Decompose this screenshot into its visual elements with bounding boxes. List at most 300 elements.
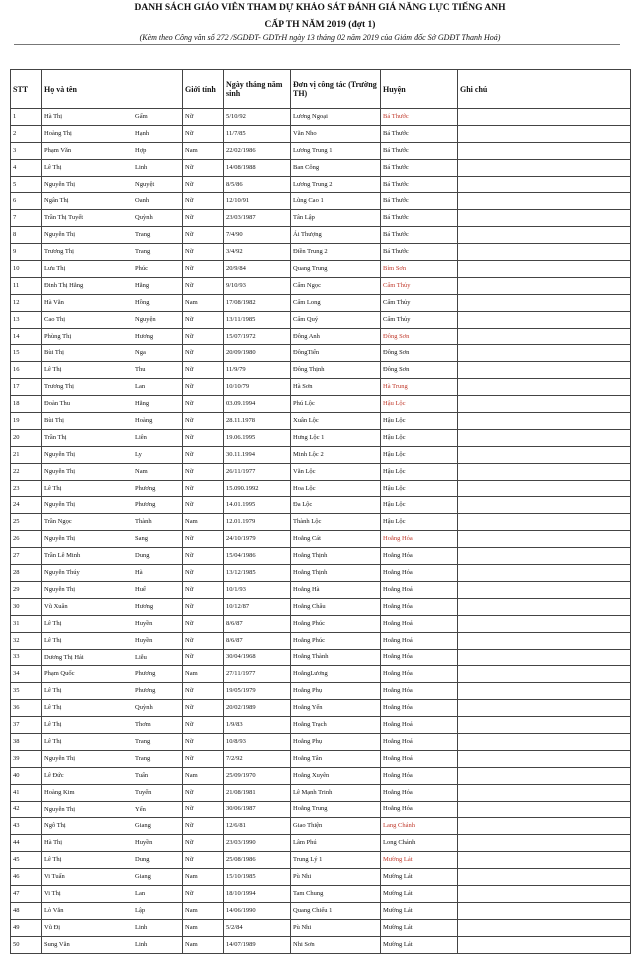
cell-name bbox=[42, 784, 183, 801]
cell-given-name: Thu bbox=[135, 366, 146, 374]
cell-gender: Nữ bbox=[183, 328, 224, 345]
cell-gender: Nữ bbox=[183, 835, 224, 852]
cell-stt: 4 bbox=[11, 159, 42, 176]
table-row bbox=[11, 277, 631, 294]
cell-name bbox=[42, 480, 183, 497]
cell-gender: Nam bbox=[183, 767, 224, 784]
cell-school: Hoằng Trung bbox=[291, 801, 381, 818]
cell-birthdate: 14.01.1995 bbox=[224, 497, 291, 514]
cell-gender: Nữ bbox=[183, 362, 224, 379]
cell-school: Hoằng Thịnh bbox=[291, 548, 381, 565]
cell-note bbox=[458, 277, 631, 294]
table-row bbox=[11, 767, 631, 784]
cell-district: Hoằng Hóa bbox=[381, 784, 458, 801]
cell-birthdate: 14/06/1990 bbox=[224, 902, 291, 919]
cell-school: Hoằng Tân bbox=[291, 750, 381, 767]
cell-school: Cẩm Quý bbox=[291, 311, 381, 328]
cell-given-name: Huyền bbox=[135, 839, 153, 847]
cell-stt: 37 bbox=[11, 717, 42, 734]
cell-gender: Nữ bbox=[183, 277, 224, 294]
table-row bbox=[11, 548, 631, 565]
cell-birthdate: 5/10/92 bbox=[224, 109, 291, 126]
cell-school: Lũng Cao 1 bbox=[291, 193, 381, 210]
cell-given-name: Dung bbox=[135, 552, 150, 560]
cell-school: Văn Lộc bbox=[291, 463, 381, 480]
cell-stt: 31 bbox=[11, 615, 42, 632]
cell-district: Bá Thước bbox=[381, 176, 458, 193]
cell-gender: Nữ bbox=[183, 193, 224, 210]
table-row bbox=[11, 919, 631, 936]
cell-birthdate: 10/8/93 bbox=[224, 733, 291, 750]
cell-school: Đa Lộc bbox=[291, 497, 381, 514]
cell-gender: Nữ bbox=[183, 244, 224, 261]
cell-district: Hoằng Hóa bbox=[381, 801, 458, 818]
cell-family-name: Lê Thị bbox=[44, 619, 62, 627]
cell-name bbox=[42, 750, 183, 767]
cell-family-name: Ngô Thị bbox=[44, 822, 66, 830]
cell-school: ĐôngTiến bbox=[291, 345, 381, 362]
cell-gender: Nữ bbox=[183, 717, 224, 734]
cell-given-name: Ly bbox=[135, 450, 142, 458]
cell-family-name: Lê Thị bbox=[44, 636, 62, 644]
cell-district: Hoằng Hóa bbox=[381, 767, 458, 784]
cell-note bbox=[458, 193, 631, 210]
cell-school: Cẩm Long bbox=[291, 294, 381, 311]
cell-school: Giao Thiện bbox=[291, 818, 381, 835]
cell-stt: 8 bbox=[11, 227, 42, 244]
table-row bbox=[11, 210, 631, 227]
cell-stt: 40 bbox=[11, 767, 42, 784]
table-row bbox=[11, 565, 631, 582]
cell-birthdate: 25/08/1986 bbox=[224, 852, 291, 869]
cell-district: Bá Thước bbox=[381, 125, 458, 142]
cell-gender: Nữ bbox=[183, 413, 224, 430]
cell-name bbox=[42, 852, 183, 869]
cell-family-name: Trương Thị bbox=[44, 248, 74, 256]
cell-name bbox=[42, 514, 183, 531]
cell-given-name: Yến bbox=[135, 805, 146, 813]
cell-birthdate: 22/02/1986 bbox=[224, 142, 291, 159]
cell-given-name: Lan bbox=[135, 383, 146, 391]
cell-name bbox=[42, 835, 183, 852]
cell-gender: Nam bbox=[183, 869, 224, 886]
cell-gender: Nữ bbox=[183, 852, 224, 869]
cell-gender: Nữ bbox=[183, 565, 224, 582]
cell-note bbox=[458, 767, 631, 784]
cell-birthdate: 3/4/92 bbox=[224, 244, 291, 261]
cell-stt: 24 bbox=[11, 497, 42, 514]
cell-note bbox=[458, 919, 631, 936]
cell-name bbox=[42, 767, 183, 784]
cell-district: Hậu Lộc bbox=[381, 446, 458, 463]
cell-birthdate: 8/6/87 bbox=[224, 632, 291, 649]
cell-family-name: Lò Văn bbox=[44, 906, 64, 914]
cell-gender: Nam bbox=[183, 919, 224, 936]
table-row bbox=[11, 615, 631, 632]
cell-given-name: Hằng bbox=[135, 400, 150, 408]
cell-stt: 7 bbox=[11, 210, 42, 227]
cell-birthdate: 30/06/1987 bbox=[224, 801, 291, 818]
cell-given-name: Gấm bbox=[135, 113, 148, 120]
table-row bbox=[11, 649, 631, 666]
cell-birthdate: 26/11/1977 bbox=[224, 463, 291, 480]
cell-family-name: Lê Thị bbox=[44, 484, 62, 492]
cell-birthdate: 8/6/87 bbox=[224, 615, 291, 632]
cell-school: Đông Anh bbox=[291, 328, 381, 345]
cell-stt: 18 bbox=[11, 396, 42, 413]
table-row bbox=[11, 429, 631, 446]
cell-gender: Nữ bbox=[183, 649, 224, 666]
col-header-stt: STT bbox=[11, 70, 42, 109]
cell-district: Mường Lát bbox=[381, 852, 458, 869]
cell-stt: 16 bbox=[11, 362, 42, 379]
cell-given-name: Tuyến bbox=[135, 788, 152, 796]
cell-gender: Nam bbox=[183, 666, 224, 683]
cell-gender: Nam bbox=[183, 294, 224, 311]
cell-gender: Nữ bbox=[183, 750, 224, 767]
cell-note bbox=[458, 311, 631, 328]
cell-family-name: Nguyễn Thị bbox=[44, 450, 76, 458]
cell-gender: Nữ bbox=[183, 801, 224, 818]
table-row bbox=[11, 885, 631, 902]
cell-stt: 10 bbox=[11, 261, 42, 278]
cell-name bbox=[42, 801, 183, 818]
cell-district: Hoằng Hoá bbox=[381, 632, 458, 649]
cell-birthdate: 19/05/1979 bbox=[224, 683, 291, 700]
cell-family-name: Lê Thị bbox=[44, 737, 62, 745]
cell-stt: 46 bbox=[11, 869, 42, 886]
cell-district: Hậu Lộc bbox=[381, 413, 458, 430]
col-header-birthdate: Ngày tháng năm sinh bbox=[224, 70, 291, 109]
table-row bbox=[11, 244, 631, 261]
cell-birthdate: 13/12/1985 bbox=[224, 565, 291, 582]
cell-stt: 49 bbox=[11, 919, 42, 936]
cell-name bbox=[42, 446, 183, 463]
cell-birthdate: 15/10/1985 bbox=[224, 869, 291, 886]
cell-stt: 44 bbox=[11, 835, 42, 852]
cell-name bbox=[42, 142, 183, 159]
cell-gender: Nữ bbox=[183, 700, 224, 717]
cell-stt: 20 bbox=[11, 429, 42, 446]
cell-birthdate: 23/03/1990 bbox=[224, 835, 291, 852]
cell-given-name: Liễu bbox=[135, 653, 147, 661]
cell-gender: Nữ bbox=[183, 548, 224, 565]
table-row bbox=[11, 413, 631, 430]
table-row bbox=[11, 159, 631, 176]
cell-gender: Nữ bbox=[183, 176, 224, 193]
cell-note bbox=[458, 784, 631, 801]
cell-school: Cẩm Ngọc bbox=[291, 277, 381, 294]
cell-note bbox=[458, 227, 631, 244]
cell-school: Tân Lập bbox=[291, 210, 381, 227]
cell-district: Bá Thước bbox=[381, 193, 458, 210]
cell-note bbox=[458, 683, 631, 700]
cell-gender: Nữ bbox=[183, 784, 224, 801]
cell-stt: 26 bbox=[11, 531, 42, 548]
cell-family-name: Ngân Thị bbox=[44, 197, 69, 205]
cell-given-name: Phương bbox=[135, 670, 156, 678]
cell-district: Đông Sơn bbox=[381, 345, 458, 362]
cell-stt: 35 bbox=[11, 683, 42, 700]
cell-gender: Nữ bbox=[183, 446, 224, 463]
cell-given-name: Huyền bbox=[135, 619, 153, 627]
cell-district: Hậu Lộc bbox=[381, 396, 458, 413]
cell-family-name: Trần Ngọc bbox=[44, 518, 72, 526]
table-row bbox=[11, 379, 631, 396]
cell-stt: 13 bbox=[11, 311, 42, 328]
cell-stt: 28 bbox=[11, 565, 42, 582]
cell-note bbox=[458, 446, 631, 463]
cell-name bbox=[42, 159, 183, 176]
cell-district: Hoằng Hóa bbox=[381, 683, 458, 700]
cell-given-name: Hằng bbox=[135, 281, 150, 289]
cell-family-name: Trần Thị Tuyết bbox=[44, 214, 84, 222]
cell-note bbox=[458, 649, 631, 666]
cell-given-name: Tuấn bbox=[135, 771, 149, 779]
cell-given-name: Quỳnh bbox=[135, 704, 153, 712]
cell-given-name: Dung bbox=[135, 856, 150, 864]
cell-note bbox=[458, 345, 631, 362]
cell-birthdate: 18/10/1994 bbox=[224, 885, 291, 902]
cell-stt: 42 bbox=[11, 801, 42, 818]
cell-school: Lâm Phú bbox=[291, 835, 381, 852]
cell-given-name: Trang bbox=[135, 737, 151, 745]
cell-given-name: Hương bbox=[135, 332, 154, 340]
cell-given-name: Trang bbox=[135, 754, 151, 762]
cell-family-name: Trương Thị bbox=[44, 383, 74, 391]
cell-school: Quang Chiểu 1 bbox=[291, 902, 381, 919]
table-row bbox=[11, 142, 631, 159]
cell-gender: Nữ bbox=[183, 463, 224, 480]
cell-family-name: Nguyễn Thị bbox=[44, 180, 76, 188]
cell-name bbox=[42, 885, 183, 902]
cell-school: Lương Ngoại bbox=[291, 109, 381, 126]
cell-family-name: Đoàn Thu bbox=[44, 400, 71, 408]
table-row bbox=[11, 396, 631, 413]
cell-district: Bá Thước bbox=[381, 227, 458, 244]
cell-school: Quang Trung bbox=[291, 261, 381, 278]
cell-gender: Nữ bbox=[183, 598, 224, 615]
cell-stt: 50 bbox=[11, 936, 42, 953]
cell-school: Ái Thượng bbox=[291, 227, 381, 244]
cell-birthdate: 7/2/92 bbox=[224, 750, 291, 767]
cell-gender: Nữ bbox=[183, 632, 224, 649]
cell-stt: 17 bbox=[11, 379, 42, 396]
cell-school: Trung Lý 1 bbox=[291, 852, 381, 869]
cell-name bbox=[42, 548, 183, 565]
cell-stt: 5 bbox=[11, 176, 42, 193]
table-row bbox=[11, 311, 631, 328]
cell-birthdate: 27/11/1977 bbox=[224, 666, 291, 683]
cell-stt: 39 bbox=[11, 750, 42, 767]
cell-name bbox=[42, 717, 183, 734]
cell-birthdate: 10/10/79 bbox=[224, 379, 291, 396]
cell-family-name: Hà Văn bbox=[44, 298, 64, 306]
cell-stt: 48 bbox=[11, 902, 42, 919]
cell-name bbox=[42, 632, 183, 649]
col-header-name: Họ và tên bbox=[42, 70, 183, 109]
cell-school: HoằngLương bbox=[291, 666, 381, 683]
cell-stt: 19 bbox=[11, 413, 42, 430]
cell-school: Hoằng Phúc bbox=[291, 632, 381, 649]
col-header-gender: Giới tính bbox=[183, 70, 224, 109]
cell-family-name: Bùi Thị bbox=[44, 349, 64, 357]
cell-given-name: Hà bbox=[135, 569, 143, 577]
cell-gender: Nữ bbox=[183, 581, 224, 598]
cell-given-name: Nguyện bbox=[135, 315, 156, 323]
table-row bbox=[11, 902, 631, 919]
cell-birthdate: 11/9/79 bbox=[224, 362, 291, 379]
cell-family-name: Hà Thị bbox=[44, 113, 63, 120]
cell-name bbox=[42, 565, 183, 582]
table-row bbox=[11, 683, 631, 700]
cell-district: Đông Sơn bbox=[381, 328, 458, 345]
cell-birthdate: 7/4/90 bbox=[224, 227, 291, 244]
cell-district: Hậu Lộc bbox=[381, 480, 458, 497]
cell-family-name: Vũ Xuân bbox=[44, 602, 68, 610]
cell-school: Pù Nhi bbox=[291, 869, 381, 886]
cell-given-name: Oanh bbox=[135, 197, 150, 205]
cell-given-name: Thành bbox=[135, 518, 152, 526]
cell-family-name: Lê Đức bbox=[44, 771, 64, 779]
table-row bbox=[11, 261, 631, 278]
cell-note bbox=[458, 294, 631, 311]
cell-school: Hoằng Thịnh bbox=[291, 565, 381, 582]
cell-school: Hoằng Cát bbox=[291, 531, 381, 548]
cell-birthdate: 11/7/85 bbox=[224, 125, 291, 142]
table-row bbox=[11, 818, 631, 835]
teacher-list-table bbox=[10, 69, 631, 954]
cell-district: Bá Thước bbox=[381, 210, 458, 227]
cell-given-name: Thơm bbox=[135, 721, 151, 729]
cell-family-name: Lê Thị bbox=[44, 856, 62, 864]
cell-birthdate: 10/1/93 bbox=[224, 581, 291, 598]
cell-gender: Nữ bbox=[183, 109, 224, 126]
cell-district: Hoằng Hóa bbox=[381, 666, 458, 683]
cell-name bbox=[42, 227, 183, 244]
table-row bbox=[11, 193, 631, 210]
cell-district: Long Chánh bbox=[381, 835, 458, 852]
cell-school: Hoằng Phúc bbox=[291, 615, 381, 632]
cell-name bbox=[42, 193, 183, 210]
cell-name bbox=[42, 733, 183, 750]
cell-given-name: Linh bbox=[135, 923, 148, 931]
cell-name bbox=[42, 902, 183, 919]
cell-note bbox=[458, 210, 631, 227]
table-row bbox=[11, 733, 631, 750]
cell-note bbox=[458, 413, 631, 430]
cell-note bbox=[458, 717, 631, 734]
cell-birthdate: 19.06.1995 bbox=[224, 429, 291, 446]
cell-birthdate: 10/12/87 bbox=[224, 598, 291, 615]
cell-note bbox=[458, 244, 631, 261]
cell-note bbox=[458, 581, 631, 598]
cell-school: Xuân Lộc bbox=[291, 413, 381, 430]
table-row bbox=[11, 531, 631, 548]
table-row bbox=[11, 345, 631, 362]
cell-given-name: Huế bbox=[135, 585, 146, 593]
cell-family-name: Hoàng Thị bbox=[44, 129, 72, 137]
cell-name bbox=[42, 615, 183, 632]
cell-gender: Nam bbox=[183, 142, 224, 159]
cell-note bbox=[458, 818, 631, 835]
cell-given-name: Lan bbox=[135, 889, 146, 897]
cell-family-name: Nguyễn Thị bbox=[44, 585, 76, 593]
table-row bbox=[11, 666, 631, 683]
cell-gender: Nữ bbox=[183, 497, 224, 514]
cell-school: Minh Lộc 2 bbox=[291, 446, 381, 463]
cell-note bbox=[458, 379, 631, 396]
cell-note bbox=[458, 125, 631, 142]
cell-stt: 21 bbox=[11, 446, 42, 463]
cell-note bbox=[458, 615, 631, 632]
cell-note bbox=[458, 936, 631, 953]
table-row bbox=[11, 125, 631, 142]
col-header-district: Huyện bbox=[381, 70, 458, 109]
cell-stt: 25 bbox=[11, 514, 42, 531]
cell-name bbox=[42, 379, 183, 396]
cell-district: Mường Lát bbox=[381, 936, 458, 953]
cell-school: Phú Lộc bbox=[291, 396, 381, 413]
cell-district: Hà Trung bbox=[381, 379, 458, 396]
cell-birthdate: 03.09.1994 bbox=[224, 396, 291, 413]
cell-stt: 27 bbox=[11, 548, 42, 565]
cell-birthdate: 21/08/1981 bbox=[224, 784, 291, 801]
cell-name bbox=[42, 497, 183, 514]
cell-note bbox=[458, 362, 631, 379]
cell-school: Ban Công bbox=[291, 159, 381, 176]
table-row bbox=[11, 936, 631, 953]
cell-note bbox=[458, 328, 631, 345]
cell-family-name: Vũ Đị bbox=[44, 923, 61, 931]
cell-birthdate: 8/5/86 bbox=[224, 176, 291, 193]
cell-school: Điền Trung 2 bbox=[291, 244, 381, 261]
cell-district: Mường Lát bbox=[381, 885, 458, 902]
cell-name bbox=[42, 125, 183, 142]
cell-note bbox=[458, 396, 631, 413]
cell-school: Văn Nho bbox=[291, 125, 381, 142]
cell-birthdate: 23/03/1987 bbox=[224, 210, 291, 227]
table-row bbox=[11, 852, 631, 869]
cell-district: Mường Lát bbox=[381, 869, 458, 886]
cell-birthdate: 17/08/1982 bbox=[224, 294, 291, 311]
cell-birthdate: 30.11.1994 bbox=[224, 446, 291, 463]
cell-school: Hưng Lộc 1 bbox=[291, 429, 381, 446]
cell-stt: 32 bbox=[11, 632, 42, 649]
cell-birthdate: 12.01.1979 bbox=[224, 514, 291, 531]
cell-gender: Nam bbox=[183, 902, 224, 919]
cell-school: Lương Trung 2 bbox=[291, 176, 381, 193]
cell-name bbox=[42, 362, 183, 379]
cell-name bbox=[42, 244, 183, 261]
cell-note bbox=[458, 902, 631, 919]
cell-note bbox=[458, 666, 631, 683]
cell-school: Hoằng Xuyên bbox=[291, 767, 381, 784]
table-row bbox=[11, 176, 631, 193]
cell-name bbox=[42, 277, 183, 294]
cell-note bbox=[458, 109, 631, 126]
cell-birthdate: 15.090.1992 bbox=[224, 480, 291, 497]
cell-family-name: Lê Thị bbox=[44, 366, 62, 374]
cell-stt: 6 bbox=[11, 193, 42, 210]
cell-given-name: Phúc bbox=[135, 265, 148, 273]
cell-family-name: Nguyễn Thị bbox=[44, 805, 76, 813]
cell-birthdate: 12/10/91 bbox=[224, 193, 291, 210]
cell-given-name: Lập bbox=[135, 906, 146, 914]
cell-note bbox=[458, 497, 631, 514]
cell-family-name: Vi Tuấn bbox=[44, 873, 65, 881]
cell-name bbox=[42, 328, 183, 345]
